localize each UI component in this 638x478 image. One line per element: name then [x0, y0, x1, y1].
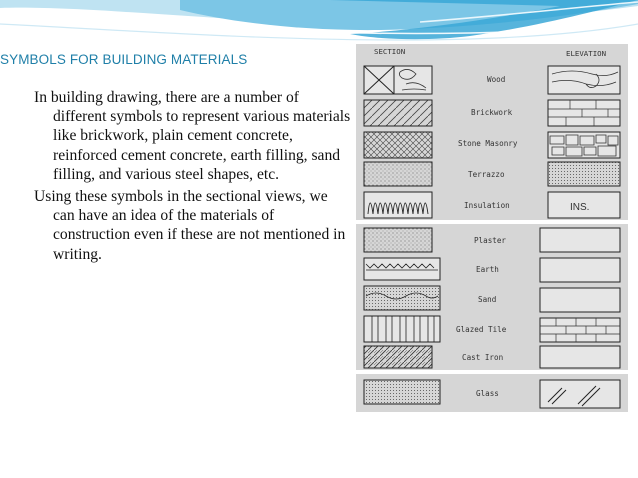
symbol-row-terrazzo — [364, 162, 620, 186]
label-stone-masonry: Stone Masonry — [458, 139, 518, 148]
symbol-row-insulation — [364, 192, 620, 218]
elevation-header: ELEVATION — [566, 49, 607, 58]
label-cast-iron: Cast Iron — [462, 353, 504, 362]
label-sand: Sand — [478, 295, 497, 304]
symbol-row-brickwork — [364, 100, 620, 126]
symbol-row-cast-iron — [364, 346, 620, 368]
label-wood: Wood — [487, 75, 506, 84]
insulation-elevation-text: INS. — [570, 202, 590, 213]
label-insulation: Insulation — [464, 201, 510, 210]
label-terrazzo: Terrazzo — [468, 170, 505, 179]
label-earth: Earth — [476, 265, 499, 274]
paragraph-symbols-usage: Using these symbols in the sectional views, we can have an idea of the materials of construction even if these are not mentioned in writing. — [34, 188, 346, 263]
header-wave-decoration — [0, 0, 638, 50]
material-symbols-drawing — [356, 44, 628, 412]
symbol-row-glass — [364, 380, 620, 408]
symbol-row-glazed-tile — [364, 316, 620, 342]
symbol-row-earth — [364, 258, 620, 282]
section-header: SECTION — [374, 47, 406, 56]
symbol-row-plaster — [364, 228, 620, 252]
symbol-row-wood — [364, 66, 620, 94]
label-plaster: Plaster — [474, 236, 507, 245]
body-text — [34, 88, 352, 267]
paragraph-symbols-intro: In building drawing, there are a number of different symbols to represent various materials like brickwork, plain cement concrete, reinforced cement concrete, earth filling, sand filling, and various steel shapes, etc. — [34, 89, 351, 183]
slide-title: SYMBOLS FOR BUILDING MATERIALS — [0, 52, 248, 67]
material-symbols-figure — [356, 44, 628, 412]
label-glazed-tile: Glazed Tile — [456, 325, 507, 334]
symbol-row-sand — [364, 286, 620, 312]
symbol-row-stone-masonry — [364, 132, 620, 158]
label-brickwork: Brickwork — [471, 108, 513, 117]
label-glass: Glass — [476, 389, 499, 398]
